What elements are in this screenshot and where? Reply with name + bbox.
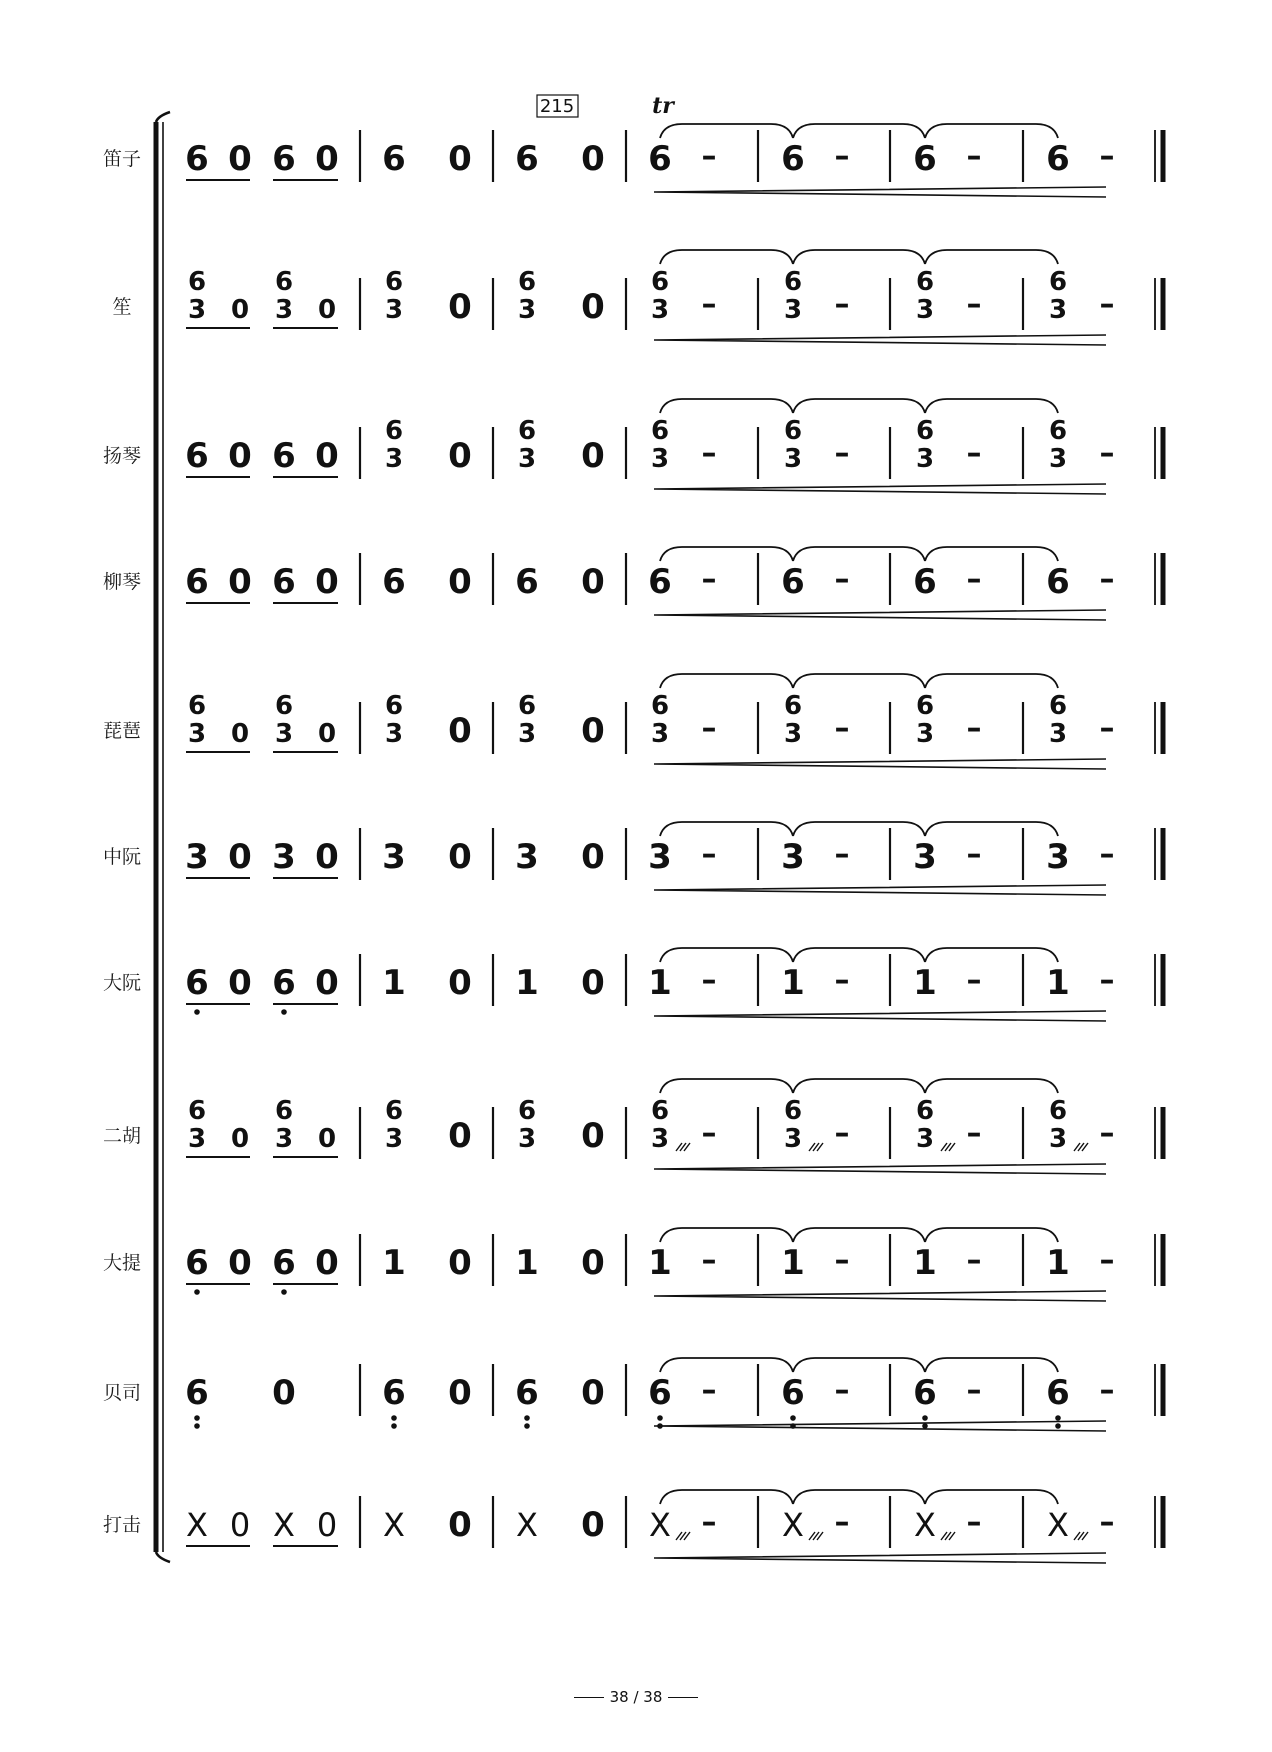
tied-note: 3 <box>1048 1124 1068 1154</box>
note: 6 <box>272 436 296 476</box>
crescendo-hairpin <box>654 759 1106 769</box>
tie-arc <box>660 822 793 836</box>
note: 0 <box>228 837 252 877</box>
chord-top-note: 6 <box>1048 416 1068 446</box>
sustain-dash: – <box>1099 562 1115 597</box>
tied-note: 6 <box>781 139 805 179</box>
trill-mark: tr <box>652 93 674 119</box>
sustain-dash: – <box>966 1373 982 1408</box>
chord-top-note: 6 <box>650 416 670 446</box>
sustain-dash: – <box>1099 963 1115 998</box>
staff-row-7 <box>186 1079 1163 1174</box>
note: X <box>273 1506 295 1544</box>
note: 3 <box>384 295 404 325</box>
instrument-names <box>103 148 141 1536</box>
note: 3 <box>517 1124 537 1154</box>
tie-arc <box>793 674 925 688</box>
sustain-dash: – <box>701 837 717 872</box>
tied-note: 6 <box>648 139 672 179</box>
chord-top-note: 6 <box>915 1096 935 1126</box>
note: 3 <box>384 719 404 749</box>
tie-arc <box>660 250 793 264</box>
crescendo-hairpin <box>654 187 1106 197</box>
tied-note: 3 <box>913 837 937 877</box>
tied-note: 3 <box>1048 295 1068 325</box>
tied-note: X <box>649 1506 671 1544</box>
tie-arc <box>793 1490 925 1504</box>
tie-arc <box>793 822 925 836</box>
tied-note: 6 <box>1046 139 1070 179</box>
note: 6 <box>382 1373 406 1413</box>
note: 3 <box>384 444 404 474</box>
instrument-name: 笙 <box>112 296 132 318</box>
tied-note: 3 <box>915 444 935 474</box>
chord-top-note: 6 <box>650 691 670 721</box>
tie-arc <box>793 948 925 962</box>
sustain-dash: – <box>834 287 850 322</box>
sustain-dash: – <box>966 711 982 746</box>
note: 0 <box>272 1373 296 1413</box>
octave-dot <box>194 1289 200 1295</box>
rest-note: 0 <box>581 287 605 327</box>
staff-row-6 <box>185 948 1163 1021</box>
octave-dot <box>790 1415 796 1421</box>
sustain-dash: – <box>1099 436 1115 471</box>
tied-note: 1 <box>781 963 805 1003</box>
sustain-dash: – <box>701 1505 717 1540</box>
tied-note: 6 <box>913 139 937 179</box>
staff-row-4 <box>186 674 1163 769</box>
note: 0 <box>315 1243 339 1283</box>
sustain-dash: – <box>701 1243 717 1278</box>
rest-note: 0 <box>581 963 605 1003</box>
chord-top-note: 6 <box>650 267 670 297</box>
tie-arc <box>793 399 925 413</box>
rest-note: 0 <box>581 562 605 602</box>
tied-note: 3 <box>783 295 803 325</box>
sustain-dash: – <box>701 287 717 322</box>
sustain-dash: – <box>834 1373 850 1408</box>
rest-note: 0 <box>448 562 472 602</box>
sustain-dash: – <box>701 139 717 174</box>
score-staves <box>185 124 1163 1563</box>
rest-note: 0 <box>581 1505 605 1545</box>
tied-note: 1 <box>781 1243 805 1283</box>
sustain-dash: – <box>834 1116 850 1151</box>
note: 6 <box>382 562 406 602</box>
tie-arc <box>925 399 1058 413</box>
crescendo-hairpin <box>654 1291 1106 1301</box>
sustain-dash: – <box>834 1243 850 1278</box>
tied-note: 3 <box>783 444 803 474</box>
octave-dot <box>391 1423 397 1429</box>
tied-note: 3 <box>1046 837 1070 877</box>
sustain-dash: – <box>701 436 717 471</box>
sustain-dash: – <box>966 963 982 998</box>
rest-note: 0 <box>448 1116 472 1156</box>
note: 3 <box>274 1124 294 1154</box>
sustain-dash: – <box>966 436 982 471</box>
tie-arc <box>660 1490 793 1504</box>
score-header <box>537 93 675 119</box>
note: 0 <box>317 295 337 325</box>
note: 6 <box>185 1243 209 1283</box>
chord-top-note: 6 <box>517 267 537 297</box>
octave-dot <box>1055 1415 1061 1421</box>
note: 3 <box>187 1124 207 1154</box>
octave-dot <box>524 1423 530 1429</box>
note: 6 <box>272 139 296 179</box>
tied-note: 3 <box>915 1124 935 1154</box>
sustain-dash: – <box>701 963 717 998</box>
chord-top-note: 6 <box>915 416 935 446</box>
sustain-dash: – <box>701 562 717 597</box>
tie-arc <box>660 399 793 413</box>
note: 6 <box>515 139 539 179</box>
note: X <box>516 1506 538 1544</box>
note: 0 <box>230 295 250 325</box>
sustain-dash: – <box>966 1505 982 1540</box>
sustain-dash: – <box>1099 837 1115 872</box>
chord-top-note: 6 <box>517 1096 537 1126</box>
staff-row-0 <box>185 124 1163 197</box>
chord-top-note: 6 <box>783 416 803 446</box>
note: 0 <box>317 719 337 749</box>
chord-top-note: 6 <box>915 691 935 721</box>
crescendo-hairpin <box>654 335 1106 345</box>
note: 6 <box>272 963 296 1003</box>
tied-note: 6 <box>1046 562 1070 602</box>
tie-arc <box>793 124 925 138</box>
note: 0 <box>228 963 252 1003</box>
staff-row-3 <box>185 547 1163 620</box>
note: 6 <box>185 1373 209 1413</box>
note: 3 <box>517 295 537 325</box>
rest-note: 0 <box>448 711 472 751</box>
note: 3 <box>517 444 537 474</box>
sustain-dash: – <box>834 1505 850 1540</box>
chord-top-note: 6 <box>274 267 294 297</box>
footer-rule-right <box>668 1697 698 1698</box>
sustain-dash: – <box>966 287 982 322</box>
tied-note: 6 <box>781 1373 805 1413</box>
tie-arc <box>925 1490 1058 1504</box>
rest-note: 0 <box>448 139 472 179</box>
sustain-dash: – <box>834 837 850 872</box>
note: 3 <box>515 837 539 877</box>
note: 0 <box>230 719 250 749</box>
chord-top-note: 6 <box>1048 1096 1068 1126</box>
chord-top-note: 6 <box>1048 267 1068 297</box>
tied-note: 6 <box>648 1373 672 1413</box>
rest-note: 0 <box>448 963 472 1003</box>
sustain-dash: – <box>1099 711 1115 746</box>
note: 3 <box>187 295 207 325</box>
crescendo-hairpin <box>654 885 1106 895</box>
tie-arc <box>925 1358 1058 1372</box>
tied-note: 3 <box>650 444 670 474</box>
tie-arc <box>925 547 1058 561</box>
rest-note: 0 <box>448 1373 472 1413</box>
tied-note: 1 <box>913 1243 937 1283</box>
note: X <box>186 1506 208 1544</box>
note: 6 <box>515 1373 539 1413</box>
staff-row-10 <box>186 1490 1163 1563</box>
note: 0 <box>315 139 339 179</box>
note: 0 <box>315 963 339 1003</box>
tied-note: 6 <box>648 562 672 602</box>
tie-arc <box>793 547 925 561</box>
rest-note: 0 <box>581 139 605 179</box>
chord-top-note: 6 <box>384 691 404 721</box>
page-number: 38 / 38 <box>609 1688 663 1706</box>
rest-note: 0 <box>448 837 472 877</box>
sustain-dash: – <box>966 837 982 872</box>
tied-note: 1 <box>1046 1243 1070 1283</box>
tie-arc <box>660 547 793 561</box>
sustain-dash: – <box>834 562 850 597</box>
tie-arc <box>660 948 793 962</box>
instrument-name: 中阮 <box>102 846 142 868</box>
octave-dot <box>194 1423 200 1429</box>
chord-top-note: 6 <box>187 691 207 721</box>
octave-dot <box>657 1415 663 1421</box>
instrument-name: 柳琴 <box>102 571 142 593</box>
chord-top-note: 6 <box>384 1096 404 1126</box>
note: 0 <box>228 436 252 476</box>
tied-note: 1 <box>913 963 937 1003</box>
chord-top-note: 6 <box>187 267 207 297</box>
sustain-dash: – <box>834 139 850 174</box>
tied-note: X <box>1047 1506 1069 1544</box>
tie-arc <box>925 250 1058 264</box>
octave-dot <box>391 1415 397 1421</box>
note: 1 <box>515 1243 539 1283</box>
chord-top-note: 6 <box>517 691 537 721</box>
tied-note: 1 <box>648 1243 672 1283</box>
note: 6 <box>382 139 406 179</box>
crescendo-hairpin <box>654 1553 1106 1563</box>
staff-row-1 <box>186 250 1163 345</box>
note: 3 <box>185 837 209 877</box>
note: 0 <box>316 1506 338 1544</box>
instrument-name: 贝司 <box>102 1382 142 1404</box>
octave-dot <box>922 1415 928 1421</box>
tied-note: 3 <box>648 837 672 877</box>
chord-top-note: 6 <box>384 267 404 297</box>
sustain-dash: – <box>1099 1243 1115 1278</box>
chord-top-note: 6 <box>650 1096 670 1126</box>
note: 0 <box>228 1243 252 1283</box>
sustain-dash: – <box>1099 1116 1115 1151</box>
staff-row-2 <box>185 399 1163 494</box>
instrument-name: 扬琴 <box>102 445 142 467</box>
tied-note: 6 <box>781 562 805 602</box>
tied-note: 3 <box>650 295 670 325</box>
rest-note: 0 <box>448 287 472 327</box>
crescendo-hairpin <box>654 484 1106 494</box>
tied-note: 3 <box>1048 444 1068 474</box>
note: 3 <box>382 837 406 877</box>
chord-top-note: 6 <box>783 691 803 721</box>
note: X <box>383 1506 405 1544</box>
chord-top-note: 6 <box>274 1096 294 1126</box>
chord-top-note: 6 <box>517 416 537 446</box>
rest-note: 0 <box>581 1243 605 1283</box>
tie-arc <box>660 674 793 688</box>
system-bracket <box>156 112 170 1562</box>
rest-note: 0 <box>581 1373 605 1413</box>
note: 6 <box>185 963 209 1003</box>
note: 0 <box>228 562 252 602</box>
crescendo-hairpin <box>654 1421 1106 1431</box>
note: 0 <box>228 139 252 179</box>
tied-note: X <box>914 1506 936 1544</box>
chord-top-note: 6 <box>1048 691 1068 721</box>
note: 3 <box>384 1124 404 1154</box>
tie-arc <box>660 1079 793 1093</box>
octave-dot <box>194 1415 200 1421</box>
note: 6 <box>185 436 209 476</box>
note: 3 <box>274 295 294 325</box>
tied-note: X <box>782 1506 804 1544</box>
instrument-name: 二胡 <box>102 1125 142 1147</box>
crescendo-hairpin <box>654 1164 1106 1174</box>
octave-dot <box>524 1415 530 1421</box>
page-footer <box>0 1688 1272 1706</box>
chord-top-note: 6 <box>783 267 803 297</box>
bracket-top-hook <box>156 112 170 122</box>
chord-top-note: 6 <box>187 1096 207 1126</box>
tied-note: 3 <box>915 719 935 749</box>
note: 0 <box>315 837 339 877</box>
rest-note: 0 <box>581 837 605 877</box>
sustain-dash: – <box>966 1243 982 1278</box>
tied-note: 6 <box>1046 1373 1070 1413</box>
tie-arc <box>925 1079 1058 1093</box>
tie-arc <box>660 124 793 138</box>
note: 6 <box>515 562 539 602</box>
chord-top-note: 6 <box>384 416 404 446</box>
staff-row-5 <box>185 822 1163 895</box>
crescendo-hairpin <box>654 610 1106 620</box>
tie-arc <box>925 674 1058 688</box>
note: 6 <box>185 562 209 602</box>
note: 0 <box>315 436 339 476</box>
tied-note: 3 <box>1048 719 1068 749</box>
chord-top-note: 6 <box>915 267 935 297</box>
instrument-name: 大阮 <box>102 972 142 994</box>
tie-arc <box>925 1228 1058 1242</box>
tied-note: 6 <box>913 1373 937 1413</box>
note: 0 <box>317 1124 337 1154</box>
note: 3 <box>517 719 537 749</box>
sustain-dash: – <box>834 711 850 746</box>
staff-row-9 <box>185 1358 1163 1431</box>
tie-arc <box>925 948 1058 962</box>
tied-note: 1 <box>648 963 672 1003</box>
tie-arc <box>793 1228 925 1242</box>
sustain-dash: – <box>834 436 850 471</box>
sustain-dash: – <box>834 963 850 998</box>
note: 6 <box>185 139 209 179</box>
sustain-dash: – <box>1099 1373 1115 1408</box>
footer-rule-left <box>574 1697 604 1698</box>
tied-note: 6 <box>913 562 937 602</box>
instrument-name: 笛子 <box>102 148 142 170</box>
note: 1 <box>382 963 406 1003</box>
note: 0 <box>229 1506 251 1544</box>
rest-note: 0 <box>581 436 605 476</box>
note: 3 <box>187 719 207 749</box>
tie-arc <box>925 124 1058 138</box>
tied-note: 3 <box>781 837 805 877</box>
tied-note: 1 <box>1046 963 1070 1003</box>
tied-note: 3 <box>650 719 670 749</box>
note: 1 <box>382 1243 406 1283</box>
chord-top-note: 6 <box>274 691 294 721</box>
note: 6 <box>272 562 296 602</box>
rest-note: 0 <box>581 711 605 751</box>
tied-note: 3 <box>915 295 935 325</box>
octave-dot <box>281 1289 287 1295</box>
octave-dot <box>922 1423 928 1429</box>
octave-dot <box>1055 1423 1061 1429</box>
octave-dot <box>281 1009 287 1015</box>
note: 6 <box>272 1243 296 1283</box>
sustain-dash: – <box>1099 139 1115 174</box>
sustain-dash: – <box>966 562 982 597</box>
bracket-bottom-hook <box>156 1552 170 1562</box>
tied-note: 3 <box>650 1124 670 1154</box>
note: 0 <box>315 562 339 602</box>
crescendo-hairpin <box>654 1011 1106 1021</box>
tie-arc <box>925 822 1058 836</box>
rest-note: 0 <box>581 1116 605 1156</box>
note: 3 <box>272 837 296 877</box>
chord-top-note: 6 <box>783 1096 803 1126</box>
rest-note: 0 <box>448 1243 472 1283</box>
rest-note: 0 <box>448 436 472 476</box>
rest-note: 0 <box>448 1505 472 1545</box>
sustain-dash: – <box>701 1116 717 1151</box>
instrument-name: 琵琶 <box>102 720 142 742</box>
tie-arc <box>793 1079 925 1093</box>
sustain-dash: – <box>966 1116 982 1151</box>
octave-dot <box>194 1009 200 1015</box>
tied-note: 3 <box>783 719 803 749</box>
sustain-dash: – <box>701 1373 717 1408</box>
tie-arc <box>793 1358 925 1372</box>
instrument-name: 打击 <box>102 1514 142 1536</box>
note: 3 <box>274 719 294 749</box>
instrument-name: 大提 <box>102 1252 142 1274</box>
sustain-dash: – <box>1099 1505 1115 1540</box>
measure-number: 215 <box>539 96 575 117</box>
tie-arc <box>793 250 925 264</box>
staff-row-8 <box>185 1228 1163 1301</box>
tie-arc <box>660 1228 793 1242</box>
sustain-dash: – <box>966 139 982 174</box>
tied-note: 3 <box>783 1124 803 1154</box>
note: 0 <box>230 1124 250 1154</box>
sustain-dash: – <box>1099 287 1115 322</box>
note: 1 <box>515 963 539 1003</box>
tie-arc <box>660 1358 793 1372</box>
sustain-dash: – <box>701 711 717 746</box>
